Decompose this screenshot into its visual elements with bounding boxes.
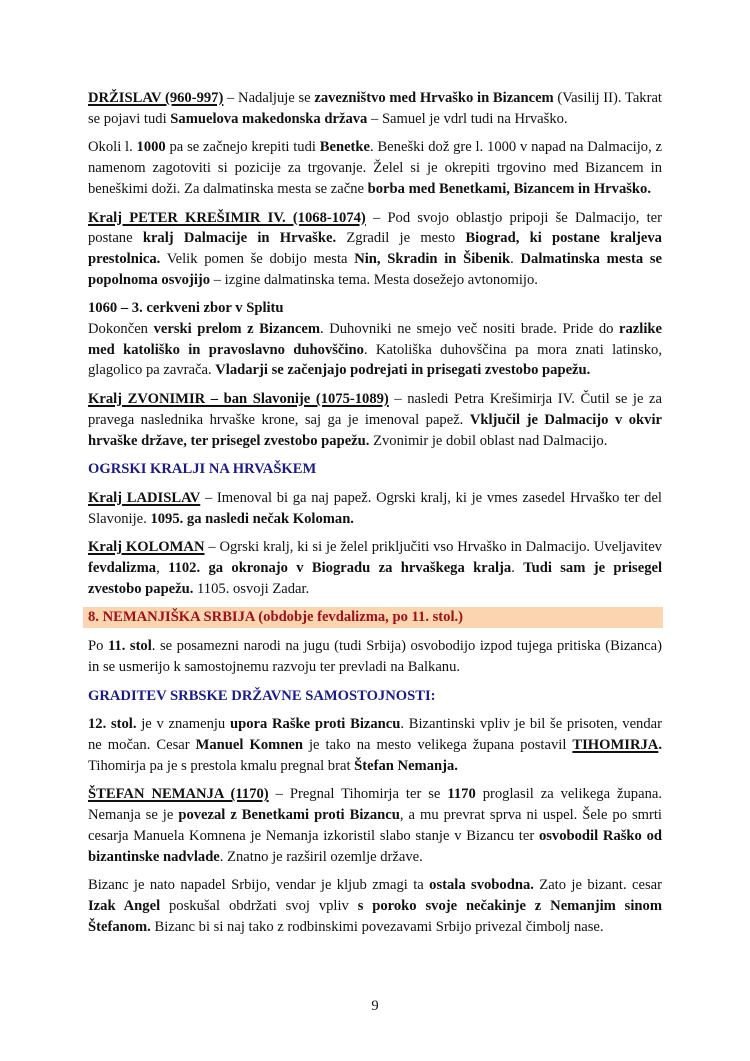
text-run: Bizanc je nato napadel Srbijo, vendar je kljub zmagi ta	[88, 877, 430, 894]
underlined-term: Kralj LADISLAV	[88, 489, 201, 506]
paragraph	[88, 88, 662, 129]
bold-text: 12. stol.	[88, 716, 137, 733]
text-run: Velik pomen še dobijo mesta	[160, 250, 355, 267]
paragraph	[88, 389, 662, 451]
bold-text: Izak Angel	[88, 897, 161, 914]
bold-text: 1060 – 3. cerkveni zbor v Splitu	[88, 300, 284, 317]
underlined-term: DRŽISLAV (960-997)	[88, 90, 224, 106]
text-run: – Samuel je vdrl tudi na Hrvaško.	[367, 110, 568, 127]
bold-text: upora Raške proti Bizancu	[229, 716, 401, 733]
text-run: poskušal obdržati svoj vpliv	[160, 897, 358, 914]
text-run: – izgine dalmatinska tema. Mesta dosežejo avtonomijo.	[210, 271, 538, 288]
text-run: pa se začnejo krepiti tudi	[165, 139, 320, 156]
text-run: ,	[156, 560, 169, 577]
bold-text: Manuel Komnen	[195, 736, 303, 753]
bold-text: 1000	[136, 139, 166, 156]
bold-text: Štefan Nemanja.	[354, 757, 458, 774]
bold-text: 1170	[447, 786, 476, 803]
text-run: . Katoliška duhovščina pa mora znati latinsko, glagolico pa zavrača.	[88, 341, 662, 379]
paragraph	[88, 636, 662, 677]
page-number: 9	[371, 998, 379, 1014]
bold-text: Benetke	[319, 139, 371, 156]
bold-text: Biograd, ki postane kraljeva prestolnica.	[88, 230, 662, 267]
bold-text: Dalmatinska mesta se popolnoma osvojijo	[88, 250, 662, 288]
text-run: je v znamenju	[136, 716, 230, 733]
underlined-term: TIHOMIRJA	[572, 736, 659, 753]
paragraph	[88, 784, 662, 867]
text-run: GRADITEV SRBSKE DRŽAVNE SAMOSTOJNOSTI:	[88, 687, 436, 704]
text-run: – Ogrski kralj, ki si je želel priključiti vso Hrvaško in Dalmacijo. Uveljavitev	[204, 539, 662, 556]
bold-text: fevdalizma	[88, 560, 157, 577]
text-run: , a mu prevrat sprva ni uspel. Šele po smrti cesarja Manuela Komnena je Nemanja izkoristil slabo stanje v Bizancu ter	[88, 807, 662, 844]
text-run: . Duhovniki ne smejo več nositi brade. Pride do	[319, 321, 620, 338]
text-run: OGRSKI KRALJI NA HRVAŠKEM	[88, 461, 317, 478]
paragraph	[88, 714, 662, 776]
text-run: . se posamezni narodi na jugu (tudi Srbija) osvobodijo izpod tujega pritiska (Bizanca) in se usmerijo k samostojnemu razvoju ter prevladi na Balkanu.	[88, 638, 662, 675]
chapter-title-bar	[83, 607, 663, 628]
paragraph	[88, 537, 662, 599]
bold-text: osvobodil Raško od bizantinske nadvlade	[88, 827, 662, 865]
text-run: Dokončen	[88, 321, 154, 338]
text-run: – Pod svojo oblastjo pripoji še Dalmacijo, ter postane	[88, 209, 662, 247]
text-run: Po	[88, 638, 108, 655]
bold-text: razlike med katoliško in pravoslavno duhovščino	[88, 321, 662, 358]
text-run: Zgradil je mesto	[336, 230, 466, 247]
paragraph	[88, 875, 662, 937]
underlined-term: Kralj ZVONIMIR – ban Slavonije (1075-1089)	[88, 391, 389, 408]
text-run: proglasil za velikega župana. Nemanja se je	[88, 786, 662, 824]
document-body	[88, 88, 662, 945]
underlined-term: Kralj PETER KREŠIMIR IV. (1068-1074)	[88, 209, 366, 226]
text-run: Tihomirja pa je s prestola kmalu pregnal brat	[88, 757, 355, 774]
bold-text: povezal z Benetkami proti Bizancu	[178, 807, 400, 824]
bold-text: .	[658, 736, 662, 753]
paragraph	[88, 208, 662, 291]
section-heading	[88, 686, 662, 707]
text-run: . Beneški dož gre l. 1000 v napad na Dalmacijo, z namenom zagotoviti si pozicije za trgovanje. Želel si je okrepiti trgovino med Bizancem in beneškimi doži. Za dalmatinska mesta se začne	[88, 139, 662, 197]
bold-text: zavezništvo med Hrvaško in Bizancem	[314, 90, 554, 106]
text-run: Zvonimir je dobil oblast nad Dalmacijo.	[369, 432, 608, 449]
underlined-term: ŠTEFAN NEMANJA (1170)	[88, 786, 269, 803]
text-run: – Imenoval bi ga naj papež. Ogrski kralj, ki je vmes zasedel Hrvaško ter del Slavonije.	[88, 489, 662, 527]
text-run: Zato je bizant. cesar	[533, 877, 662, 894]
text-run: Bizanc bi si naj tako z rodbinskimi povezavami Srbijo privezal čimbolj nase.	[150, 918, 604, 935]
bold-text: Vključil je Dalmacijo v okvir hrvaške države, ter prisegel zvestobo papežu.	[88, 411, 662, 449]
paragraph	[88, 298, 662, 381]
paragraph	[88, 137, 662, 199]
bold-text: Tudi sam je prisegel zvestobo papežu.	[88, 560, 663, 597]
text-run: 8. NEMANJIŠKA SRBIJA (obdobje fevdalizma, po 11. stol.)	[88, 609, 464, 626]
bold-text: 1095. ga nasledi nečak Koloman.	[150, 510, 354, 527]
text-run: – Pregnal Tihomirja ter se	[268, 786, 448, 803]
bold-text: Samuelova makedonska država	[170, 110, 368, 127]
bold-text: kralj Dalmacije in Hrvaške.	[142, 230, 337, 247]
bold-text: ostala svobodna.	[429, 877, 534, 894]
bold-text: Nin, Skradin in Šibenik	[354, 250, 511, 267]
bold-text: borba med Benetkami, Bizancem in Hrvaško.	[367, 180, 651, 197]
paragraph	[88, 488, 662, 529]
bold-text: 11. stol	[107, 638, 152, 655]
section-heading	[88, 459, 662, 480]
text-run: Okoli l.	[88, 139, 137, 156]
text-run: – Nadaljuje se	[223, 90, 315, 106]
bold-text: Vladarji se začenjajo podrejati in prisegati zvestobo papežu.	[215, 362, 591, 379]
bold-text: verski prelom z Bizancem	[153, 321, 320, 338]
text-run: . Bizantinski vpliv je bil še prisoten, vendar ne močan. Cesar	[88, 716, 662, 753]
bold-text: 1102. ga okronajo v Biogradu za hrvaškega kralja	[168, 560, 512, 577]
bold-text: s poroko svoje nečakinje z Nemanjim sinom Štefanom.	[88, 897, 662, 935]
underlined-term: Kralj KOLOMAN	[88, 539, 205, 556]
text-run: .	[511, 560, 524, 577]
text-run: (Vasilij II). Takrat se pojavi tudi	[88, 90, 662, 127]
text-run: . Znatno je razširil ozemlje države.	[219, 848, 423, 865]
text-run: je tako na mesto velikega župana postavil	[302, 736, 573, 753]
text-run: .	[510, 250, 521, 267]
text-run: 1105. osvoji Zadar.	[193, 580, 310, 597]
text-run: – nasledi Petra Krešimirja IV. Čutil se je za pravega naslednika hrvaške krone, saj ga je imenoval papež.	[88, 391, 662, 428]
